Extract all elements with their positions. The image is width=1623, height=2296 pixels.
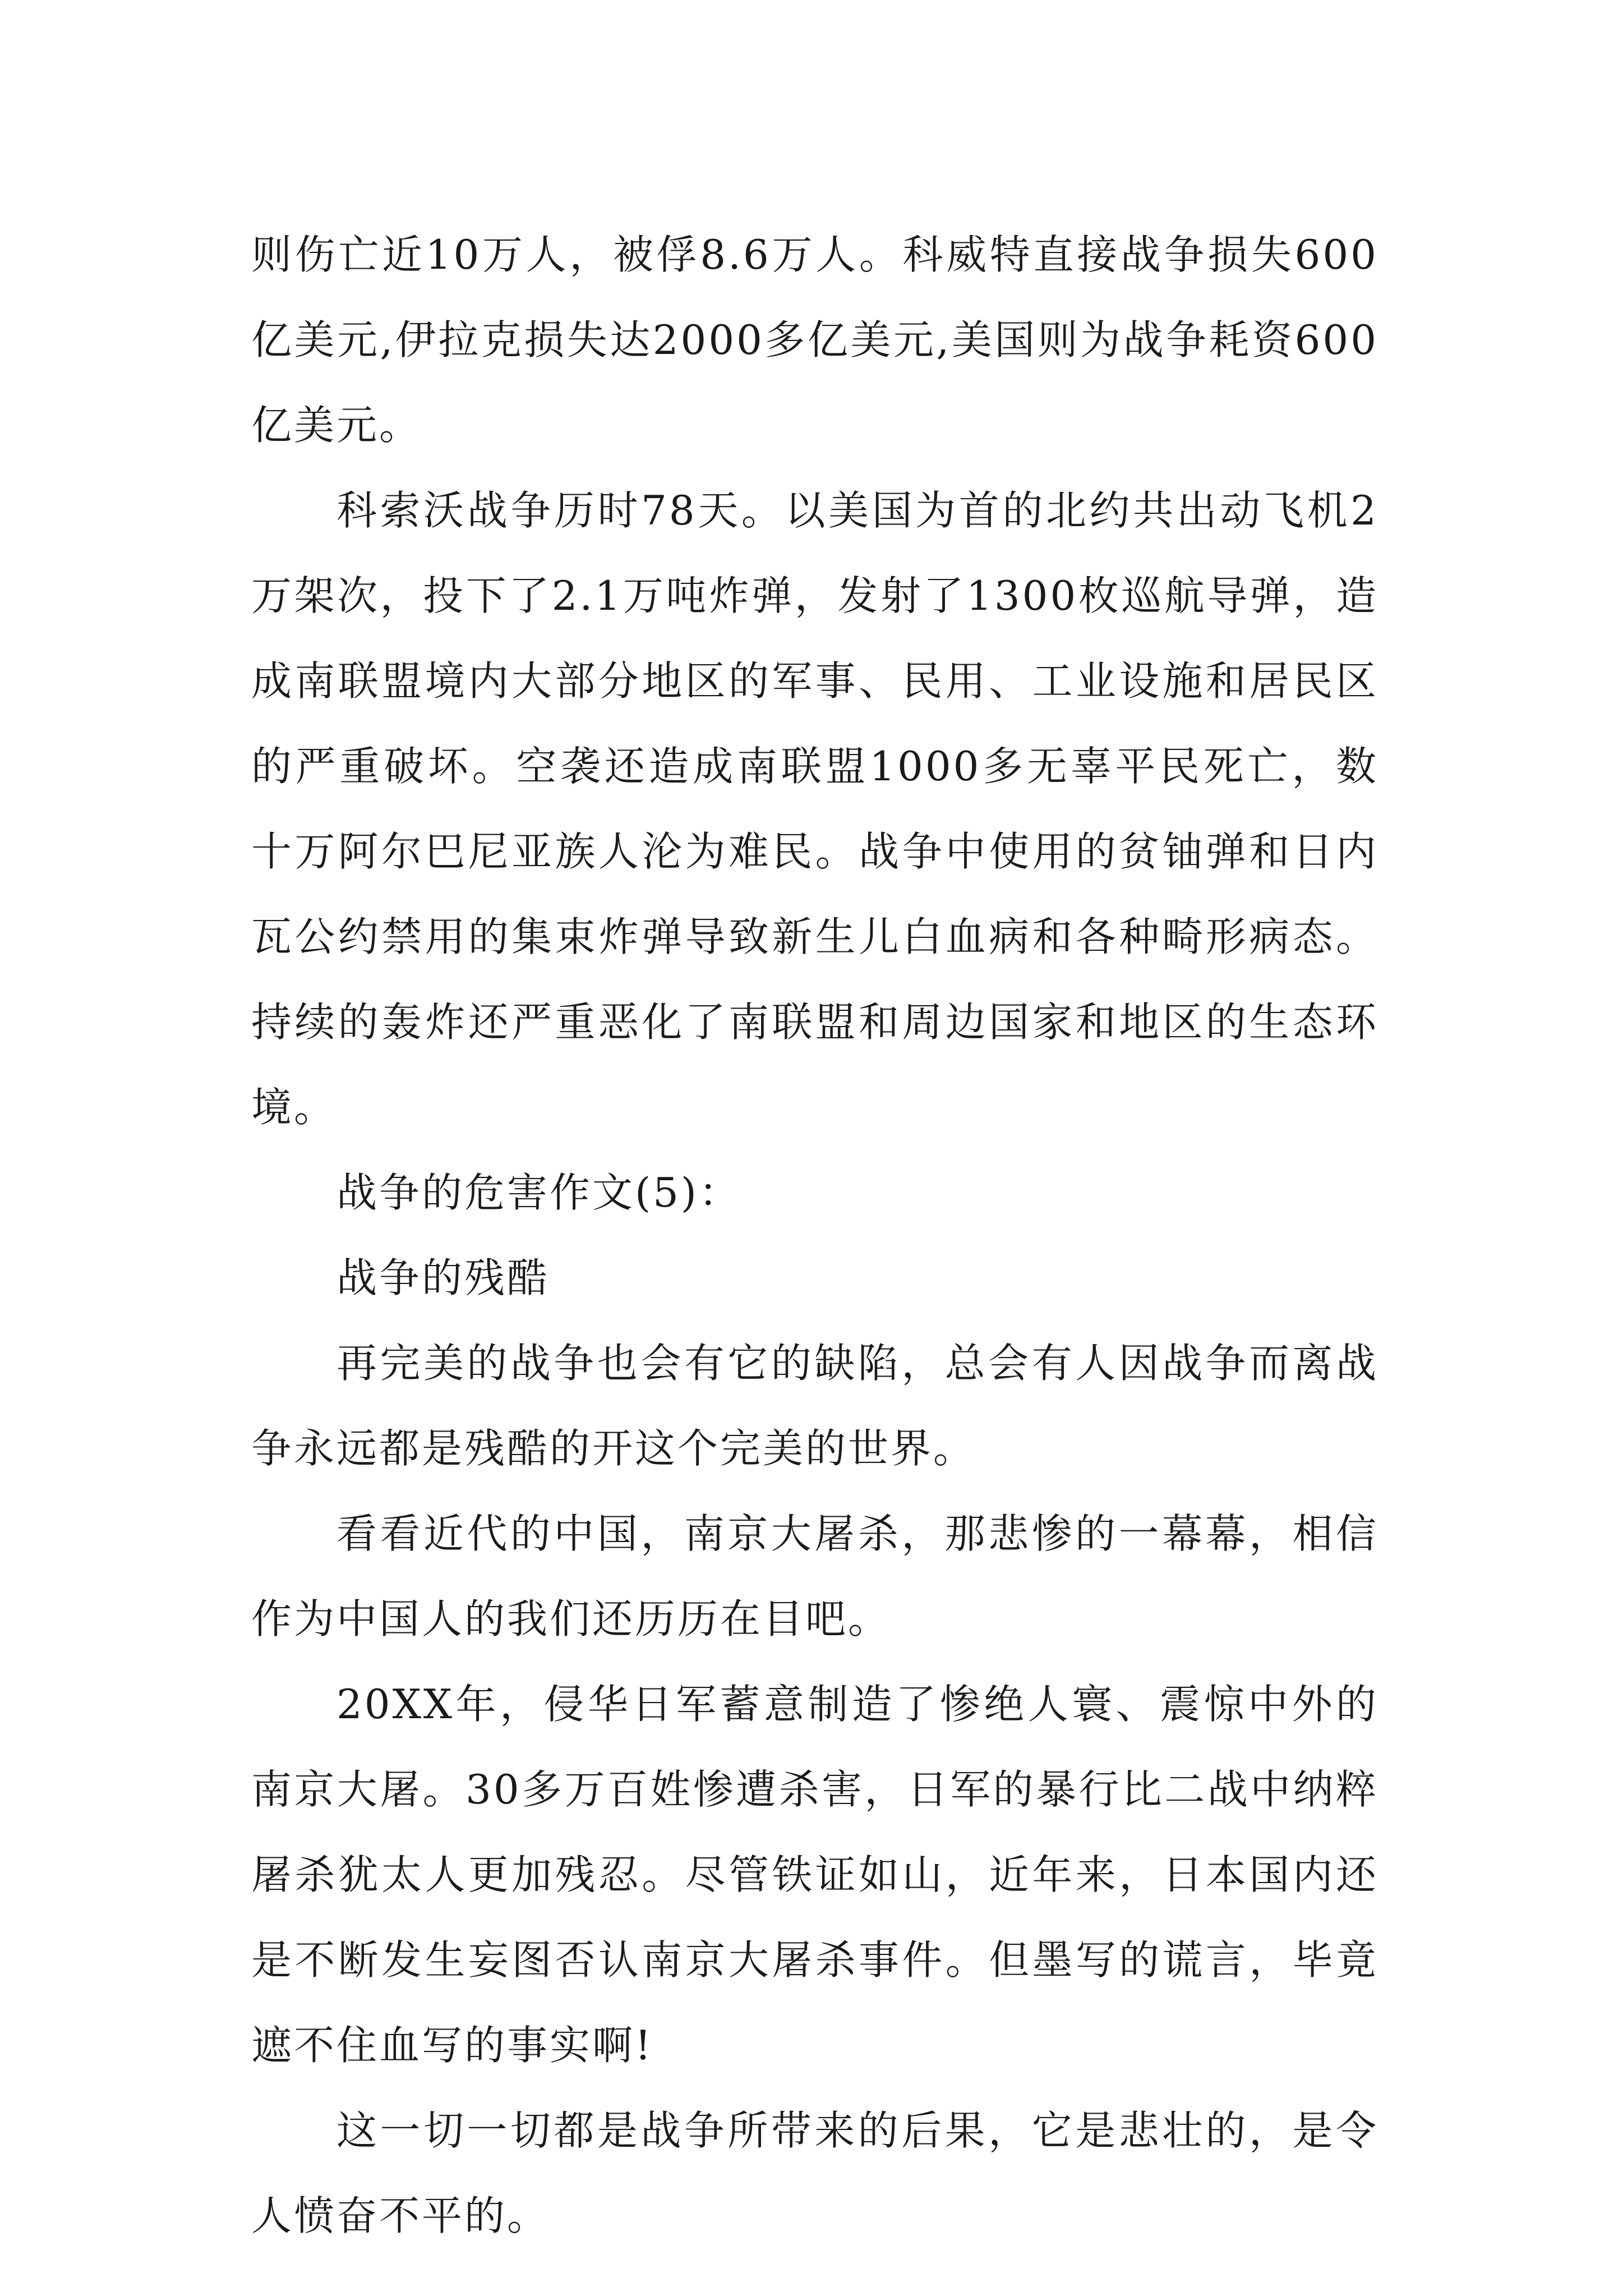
paragraph-war-cruelty: 再完美的战争也会有它的缺陷，总会有人因战争而离战争永远都是残酷的开这个完美的世界。 [251,1340,1378,1472]
essay-heading: 战争的危害作文(5)： [336,1169,741,1216]
paragraph-kosovo-war: 科索沃战争历时78天。以美国为首的北约共出动飞机2万架次，投下了2.1万吨炸弹，发射了1300枚巡航导弹，造成南联盟境内大部分地区的军事、民用、工业设施和居民区的严重破坏。空袭还造成南联盟1000多无辜平民死亡，数十万阿尔巴尼亚族人沦为难民。战争中使用的贫铀弹和日内瓦公约禁用的集束炸弹导致新生儿白血病和各种畸形病态。持续的轰炸还严重恶化了南联盟和周边国家和地区的生态环境。 [251,487,1378,1131]
paragraph-conclusion: 这一切一切都是战争所带来的后果，它是悲壮的，是令人愤奋不平的。 [251,2107,1378,2239]
paragraph-modern-china: 看看近代的中国，南京大屠杀，那悲惨的一幕幕，相信作为中国人的我们还历历在目吧。 [251,1510,1378,1642]
document-body [251,212,1378,2258]
paragraph-war-casualties: 则伤亡近10万人，被俘8.6万人。科威特直接战争损失600亿美元,伊拉克损失达2000多亿美元,美国则为战争耗资600亿美元。 [251,231,1378,449]
essay-title: 战争的残酷 [336,1254,550,1301]
paragraph-nanjing-massacre: 20XX年，侵华日军蓄意制造了惨绝人寰、震惊中外的南京大屠。30多万百姓惨遭杀害，日军的暴行比二战中纳粹屠杀犹太人更加残忍。尽管铁证如山，近年来，日本国内还是不断发生妄图否认南京大屠杀事件。但墨写的谎言，毕竟遮不住血写的事实啊! [251,1681,1378,2069]
